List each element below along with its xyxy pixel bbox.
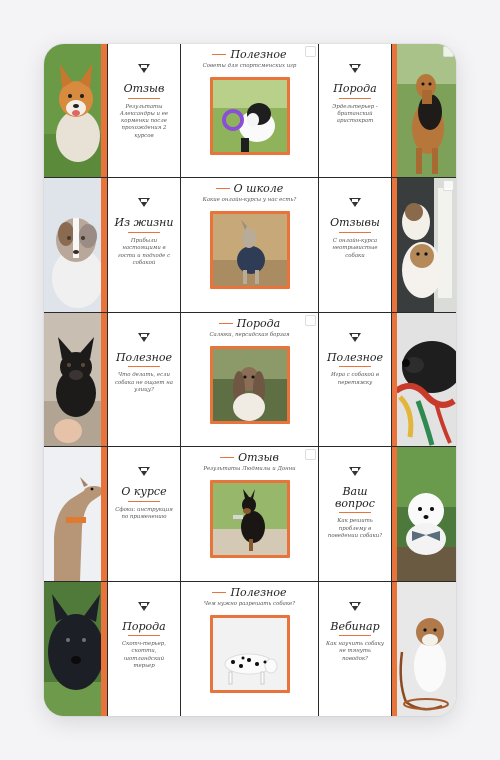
title-underline	[128, 98, 160, 99]
post-title: Из жизни	[114, 216, 174, 230]
post-tile-jack-russells[interactable]	[392, 178, 456, 312]
instagram-grid-card	[44, 44, 456, 716]
airedale-terrier-photo	[392, 44, 456, 178]
brand-logo-icon	[349, 602, 361, 611]
post-title: Отзыв	[123, 82, 165, 95]
title-dash	[212, 54, 226, 55]
post-tile-corgi[interactable]	[44, 44, 108, 178]
post-tile-useful-dalmatian[interactable]	[181, 582, 319, 716]
jack-russell-terriers-photo	[392, 178, 456, 312]
select-checkbox[interactable]	[305, 315, 316, 326]
post-title: О школе	[233, 182, 284, 196]
dog-with-rope-toy-photo	[392, 313, 456, 447]
scottish-terrier-photo	[44, 582, 108, 716]
title-dash	[220, 457, 234, 458]
post-tile-review[interactable]	[108, 44, 181, 178]
post-tile-whippet[interactable]	[44, 447, 108, 581]
title-underline	[128, 232, 160, 233]
post-subtitle: Как решить проблему в поведении собаки?	[327, 518, 383, 539]
post-tile-bulldog-leash[interactable]	[392, 582, 456, 716]
post-subtitle: Скотч-терьер, скотти, шотландский терьер	[122, 641, 166, 669]
post-tile-breed-scottie[interactable]	[108, 582, 181, 716]
post-tile-breed-saluki[interactable]	[181, 313, 319, 447]
post-subtitle: Что делать, если собака не ощает на улицу?	[115, 372, 174, 393]
post-title: Порода	[236, 316, 281, 330]
select-checkbox[interactable]	[443, 46, 454, 57]
post-subtitle: Чем нужно разрешать собаке?	[203, 600, 296, 607]
select-checkbox[interactable]	[305, 449, 316, 460]
title-underline	[128, 501, 160, 502]
post-subtitle: Сфоки: инструкция по применению	[115, 506, 173, 521]
title-underline	[128, 635, 160, 636]
post-tile-webinar[interactable]	[319, 582, 392, 716]
post-title: Ваш вопрос	[335, 485, 375, 510]
post-subtitle: Результаты Александры и ее корменки после прохождения 2 курсов	[119, 103, 169, 139]
framed-photo	[210, 211, 290, 289]
title-underline	[128, 366, 160, 367]
post-tile-french-bulldog[interactable]	[44, 313, 108, 447]
post-tile-useful-tug[interactable]	[319, 313, 392, 447]
post-subtitle: Салюки, персидская борзая	[209, 331, 290, 338]
title-dash	[216, 188, 230, 189]
select-checkbox[interactable]	[305, 46, 316, 57]
dalmatian-photo	[213, 618, 287, 690]
maltese-in-bowtie-photo	[392, 447, 456, 581]
post-title: Вебинар	[330, 619, 380, 633]
post-tile-your-question[interactable]	[319, 447, 392, 581]
brand-logo-icon	[349, 333, 361, 342]
french-bulldog-photo	[44, 313, 108, 447]
post-title: О курсе	[121, 485, 167, 499]
australian-shepherd-puppy-photo	[44, 178, 108, 312]
post-tile-scottish-terrier[interactable]	[44, 582, 108, 716]
post-tile-about-course[interactable]	[108, 447, 181, 581]
post-subtitle: С онлайн-курса неотрывистые собаки	[332, 237, 378, 259]
post-title: Отзыв	[238, 451, 279, 465]
brand-logo-icon	[349, 467, 361, 476]
brand-logo-icon	[138, 64, 150, 73]
framed-photo	[210, 480, 290, 558]
post-title: Полезное	[326, 350, 384, 364]
post-subtitle: Советы для спортсменских игр	[202, 63, 297, 69]
post-grid	[44, 44, 456, 716]
post-tile-from-life[interactable]	[108, 178, 181, 312]
post-subtitle: Эрдельтерьер - британский аристократ	[332, 103, 378, 125]
post-tile-breed[interactable]	[319, 44, 392, 178]
brand-logo-icon	[349, 64, 361, 73]
post-title: Полезное	[115, 350, 173, 364]
title-underline	[339, 635, 371, 636]
doberman-photo	[213, 483, 287, 555]
select-checkbox[interactable]	[443, 180, 454, 191]
title-dash	[212, 592, 226, 593]
brand-logo-icon	[138, 467, 150, 476]
border-collie-with-ring-photo	[213, 80, 287, 152]
saluki-photo	[213, 349, 287, 421]
brand-logo-icon	[138, 198, 150, 207]
whippet-photo	[44, 447, 108, 581]
brand-logo-icon	[138, 333, 150, 342]
post-subtitle: Как научить собаку не тянуть поводок?	[326, 641, 384, 662]
post-title: Порода	[122, 619, 166, 633]
brand-logo-icon	[138, 602, 150, 611]
corgi-photo	[44, 44, 108, 178]
post-subtitle: Результаты Людмилы и Донни	[203, 466, 296, 473]
post-tile-about-school[interactable]	[181, 178, 319, 312]
framed-photo	[210, 77, 290, 155]
post-tile-maltese[interactable]	[392, 447, 456, 581]
framed-photo	[210, 346, 290, 424]
title-underline	[339, 232, 371, 233]
title-underline	[339, 512, 371, 513]
post-tile-airedale[interactable]	[392, 44, 456, 178]
greyhound-in-sweater-photo	[213, 214, 287, 286]
post-tile-reviews[interactable]	[319, 178, 392, 312]
framed-photo	[210, 615, 290, 693]
post-subtitle: Прибыли настоящими в гости и подходе с собакой	[117, 237, 171, 266]
post-tile-review-doberman[interactable]	[181, 447, 319, 581]
post-subtitle: Игра с собакой в перетяжку	[330, 372, 380, 386]
post-tile-useful-tips[interactable]	[181, 44, 319, 178]
post-tile-aussie[interactable]	[44, 178, 108, 312]
post-title: Полезное	[230, 585, 287, 599]
title-underline	[339, 98, 371, 99]
bulldog-with-leash-photo	[392, 582, 456, 716]
post-title: Полезное	[230, 48, 287, 61]
title-dash	[219, 323, 233, 324]
post-subtitle: Какие онлайн-курсы у нас есть?	[202, 197, 297, 204]
post-title: Порода	[333, 82, 377, 95]
post-tile-rope-toy[interactable]	[392, 313, 456, 447]
post-tile-useful-walk[interactable]	[108, 313, 181, 447]
post-title: Отзывы	[330, 216, 380, 230]
title-underline	[339, 366, 371, 367]
brand-logo-icon	[349, 198, 361, 207]
